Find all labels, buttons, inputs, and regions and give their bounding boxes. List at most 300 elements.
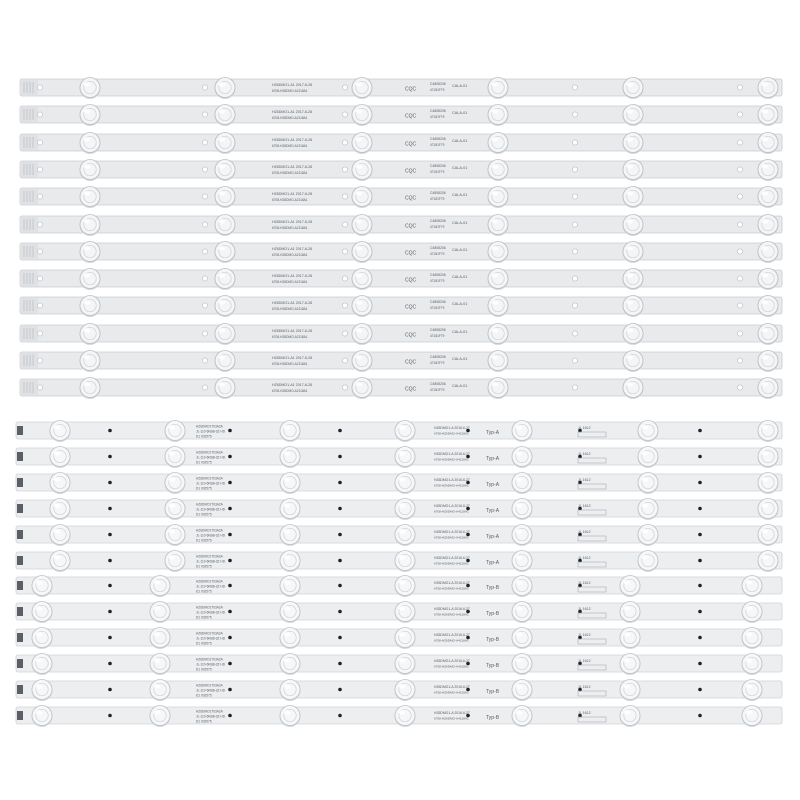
led-lens	[512, 498, 533, 520]
led-lens	[395, 705, 416, 727]
cert-code-text: C4808206	[430, 273, 446, 278]
type-label: Typ-B	[486, 611, 500, 618]
led-lens	[488, 351, 509, 373]
cert-text: CALA-01	[452, 165, 468, 170]
led-lens	[758, 446, 779, 468]
mounting-hole	[737, 249, 742, 254]
connector	[20, 162, 38, 177]
mounting-hole	[737, 112, 742, 117]
led-strip-type-a	[0, 446, 800, 468]
led-lens	[80, 187, 101, 209]
type-label: Typ-A	[486, 430, 500, 436]
led-lens	[32, 628, 53, 650]
dark-dot	[108, 636, 112, 640]
led-lens	[488, 159, 509, 181]
led-strip	[0, 158, 800, 182]
part-number-text: HZ6DMO1-A1 2017-6-28	[272, 83, 313, 87]
led-strip	[0, 349, 800, 373]
brand-text: CQC	[405, 304, 417, 311]
mounting-hole	[572, 194, 577, 199]
led-lens	[280, 576, 301, 598]
mounting-hole	[737, 276, 742, 281]
led-lens	[623, 351, 644, 373]
wire-connector	[17, 530, 23, 539]
led-lens	[742, 628, 763, 650]
model-text: HZ6DMO1T03A2A	[196, 502, 223, 507]
led-lens	[50, 498, 71, 520]
mounting-hole	[37, 112, 42, 117]
led-lens	[280, 550, 301, 572]
led-lens	[165, 421, 186, 443]
cert-text: CALA-01	[452, 111, 468, 116]
led-strip	[0, 131, 800, 155]
dark-dot	[698, 429, 702, 433]
led-strip	[0, 267, 800, 291]
led-lens	[488, 214, 509, 236]
part-number-text: HZ6DMO1-A 2016-6-27	[434, 607, 470, 612]
part-sub-text: 6708-HZ6DMO-A2118A1	[272, 280, 308, 285]
led-lens	[512, 524, 533, 546]
led-lens	[638, 524, 659, 546]
part-number-text: HZ6DMO1-A 2016-6-27	[434, 503, 470, 508]
mounting-hole	[572, 249, 577, 254]
led-lens	[623, 159, 644, 181]
mounting-hole	[202, 221, 207, 226]
part-sub-text: 6708-HZ6DMO-A2118A1	[272, 389, 308, 394]
strip-board	[20, 243, 782, 260]
mounting-hole	[342, 385, 347, 390]
mounting-hole	[572, 303, 577, 308]
led-strip	[0, 213, 800, 237]
led-lens	[395, 680, 416, 702]
dark-dot	[228, 714, 232, 718]
part-sub-text: 6708-HZ6DMO-A4218A1	[434, 535, 469, 540]
dark-dot	[108, 506, 112, 510]
led-lens	[80, 241, 101, 263]
cert-text: CALA-01	[452, 302, 468, 307]
mounting-hole	[737, 221, 742, 226]
mounting-hole	[737, 303, 742, 308]
dark-dot	[228, 429, 232, 433]
cert-code-text: 47181F79	[430, 224, 445, 229]
mounting-hole	[737, 167, 742, 172]
wire-connector	[17, 426, 23, 435]
part-number-text: HZ6DMO1-A1 2017-6-28	[272, 110, 313, 115]
mounting-hole	[737, 194, 742, 199]
batch-text: D1 002575	[196, 615, 212, 620]
type-label: Typ-B	[486, 663, 500, 670]
led-lens	[395, 446, 416, 468]
mounting-hole	[572, 167, 577, 172]
cert-text: CALA-01	[452, 384, 468, 389]
dark-dot	[228, 610, 232, 614]
cert-code-text: 47181F79	[430, 251, 445, 256]
dark-dot	[698, 584, 702, 588]
dark-dot	[338, 584, 342, 588]
mounting-hole	[342, 85, 347, 90]
led-lens	[165, 446, 186, 468]
dark-dot	[228, 506, 232, 510]
strip-board	[20, 188, 782, 205]
cert-code-text: 47181F79	[430, 361, 445, 365]
connector	[20, 353, 38, 368]
led-lens	[352, 105, 373, 127]
type-label: Typ-B	[486, 585, 500, 592]
led-lens	[395, 576, 416, 598]
mounting-hole	[572, 112, 577, 117]
mounting-hole	[737, 85, 742, 90]
led-lens	[50, 550, 71, 572]
led-lens	[80, 132, 101, 154]
connector	[20, 298, 38, 313]
led-lens	[512, 628, 533, 650]
stamp-text: JL 1612	[578, 503, 591, 508]
cert-code-text: C4808206	[430, 191, 446, 196]
dark-dot	[698, 532, 702, 536]
led-lens	[758, 524, 779, 546]
mounting-hole	[342, 139, 347, 144]
wire-connector	[17, 478, 23, 487]
part-sub-text: 6708-HZ6DMO-A4218A1	[434, 716, 469, 721]
model-text: HZ6DMO1T03A2A	[196, 657, 223, 662]
led-lens	[512, 654, 533, 676]
mounting-hole	[202, 276, 207, 281]
led-lens	[80, 78, 101, 100]
cert-code-text: C4808206	[430, 382, 446, 387]
mounting-hole	[202, 112, 207, 117]
batch-text: D1 002575	[196, 693, 212, 698]
led-lens	[215, 105, 236, 127]
stamp-text: JL 1612	[578, 477, 591, 482]
strip-board	[20, 161, 782, 178]
batch-text: D1 002575	[196, 719, 212, 724]
led-lens	[50, 446, 71, 468]
led-lens	[352, 378, 373, 400]
mounting-hole	[572, 385, 577, 390]
led-strip-type-a	[0, 550, 800, 572]
connector	[20, 189, 38, 204]
dark-dot	[698, 662, 702, 666]
led-lens	[512, 680, 533, 702]
part-number-text: HZ6DMO1-A 2016-6-27	[434, 659, 470, 664]
mounting-hole	[342, 194, 347, 199]
led-lens	[395, 550, 416, 572]
cert-code-text: C4808206	[430, 136, 446, 141]
led-strip-type-b	[0, 601, 800, 623]
mounting-hole	[572, 85, 577, 90]
stamp-text: JL 1612	[578, 710, 591, 715]
strip-board	[20, 379, 782, 396]
cert-code-text: 47181F79	[430, 115, 445, 120]
part-number-text: HZ6DMO1-A1 2017-6-28	[272, 301, 313, 306]
led-lens	[488, 105, 509, 127]
dark-dot	[228, 584, 232, 588]
led-lens	[352, 269, 373, 291]
led-lens	[32, 602, 53, 624]
led-lens	[80, 105, 101, 127]
mounting-hole	[342, 249, 347, 254]
part-number-text: HZ6DMO1-A 2016-6-27	[434, 581, 470, 586]
led-lens	[215, 323, 236, 345]
led-lens	[215, 159, 236, 181]
mounting-hole	[342, 331, 347, 336]
cert-text: CALA-01	[452, 138, 468, 143]
part-sub-text: 6708-HZ6DMO-A2118A1	[272, 362, 308, 366]
led-lens	[215, 214, 236, 236]
wire-connector	[17, 581, 23, 590]
mounting-hole	[37, 221, 42, 226]
part-number-text: HZ6DMO1-A1 2017-6-28	[272, 137, 313, 142]
led-strip-type-a	[0, 524, 800, 546]
part-sub-text: 6708-HZ6DMO-A2118A1	[272, 334, 308, 339]
led-lens	[215, 132, 236, 154]
led-lens	[280, 524, 301, 546]
wire-connector	[17, 711, 23, 720]
part-sub-text: 6708-HZ6DMO-A4218A1	[434, 638, 469, 643]
dark-dot	[228, 532, 232, 536]
led-lens	[50, 472, 71, 494]
led-lens	[395, 628, 416, 650]
led-strip	[0, 185, 800, 209]
strip-board	[20, 106, 782, 123]
part-number-text: HZ6DMO1-A1 2017-6-28	[272, 356, 313, 360]
cert-text: CALA-01	[452, 193, 468, 198]
cert-text: CALA-01	[452, 220, 468, 225]
model-sub-text: JL-110-6KBB-3Z HD	[196, 507, 225, 512]
brand-text: CQC	[405, 332, 417, 339]
mounting-hole	[342, 303, 347, 308]
mounting-hole	[572, 276, 577, 281]
dark-dot	[108, 688, 112, 692]
led-lens	[280, 446, 301, 468]
mounting-hole	[737, 385, 742, 390]
model-text: HZ6DMO1T03A2A	[196, 528, 223, 533]
led-strip-type-a	[0, 472, 800, 494]
mounting-hole	[342, 221, 347, 226]
led-lens	[758, 187, 779, 209]
part-sub-text: 6708-HZ6DMO-A2118A1	[272, 143, 308, 148]
led-lens	[488, 132, 509, 154]
part-number-text: HZ6DMO1-A 2016-6-27	[434, 685, 470, 689]
type-label: Typ-A	[486, 507, 500, 514]
led-lens	[165, 472, 186, 494]
dark-dot	[698, 636, 702, 640]
led-lens	[32, 705, 53, 727]
part-sub-text: 6708-HZ6DMO-A2118A1	[272, 198, 308, 203]
led-lens	[623, 241, 644, 263]
dark-dot	[228, 688, 232, 692]
led-lens	[758, 159, 779, 181]
cert-code-text: C4808206	[430, 163, 446, 168]
led-lens	[395, 524, 416, 546]
led-lens	[623, 187, 644, 209]
led-lens	[280, 421, 301, 443]
model-sub-text: JL-110-6KBB-3Z HD	[196, 455, 225, 460]
brand-text: CQC	[405, 250, 417, 257]
led-lens	[280, 628, 301, 650]
led-lens	[80, 323, 101, 345]
strip-board	[20, 297, 782, 314]
led-lens	[50, 524, 71, 546]
mounting-hole	[572, 358, 577, 363]
led-lens	[80, 351, 101, 373]
cert-text: CALA-01	[452, 84, 468, 88]
mounting-hole	[342, 276, 347, 281]
cert-code-text: C4808206	[430, 300, 446, 305]
led-lens	[623, 296, 644, 318]
mounting-hole	[737, 358, 742, 363]
led-lens	[80, 296, 101, 318]
type-label: Typ-A	[486, 455, 500, 462]
batch-text: D1 002575	[196, 564, 212, 568]
brand-text: CQC	[405, 386, 417, 393]
cert-code-text: 47181F79	[430, 306, 445, 311]
model-text: HZ6DMO1T03A2A	[196, 450, 223, 455]
led-lens	[32, 680, 53, 702]
mounting-hole	[202, 85, 207, 90]
brand-text: CQC	[405, 168, 417, 175]
led-lens	[758, 498, 779, 520]
connector	[20, 80, 38, 95]
led-lens	[638, 421, 659, 443]
cert-code-text: 47181F79	[430, 88, 445, 92]
led-lens	[488, 323, 509, 345]
model-sub-text: JL-110-6KBB-3Z HD	[196, 584, 225, 589]
led-lens	[638, 472, 659, 494]
cert-text: CALA-01	[452, 247, 468, 252]
led-lens	[352, 296, 373, 318]
model-text: HZ6DMO1T03A2A	[196, 709, 223, 714]
brand-text: CQC	[405, 277, 417, 284]
led-strip-type-b	[0, 627, 800, 649]
led-lens	[165, 550, 186, 572]
dark-dot	[108, 429, 112, 433]
led-lens	[215, 296, 236, 318]
mounting-hole	[37, 85, 42, 90]
model-sub-text: JL-110-6KBB-3Z HD	[196, 662, 225, 667]
dark-dot	[108, 455, 112, 459]
led-lens	[488, 296, 509, 318]
dark-dot	[338, 688, 342, 692]
brand-text: CQC	[405, 359, 417, 366]
led-lens	[758, 351, 779, 373]
mounting-hole	[37, 276, 42, 281]
led-lens	[512, 472, 533, 494]
mounting-hole	[37, 385, 42, 390]
led-strip	[0, 294, 800, 318]
cert-code-text: 47181F79	[430, 142, 445, 147]
model-sub-text: JL-110-6KBB-3Z HD	[196, 429, 225, 434]
stamp-text: JL 1612	[578, 555, 591, 560]
model-sub-text: JL-110-6KBB-3Z HD	[196, 688, 225, 693]
model-sub-text: JL-110-6KBB-3Z HD	[196, 481, 225, 486]
brand-text: CQC	[405, 141, 417, 148]
part-sub-text: 6708-HZ6DMO-A4218A1	[434, 612, 469, 617]
led-lens	[758, 550, 779, 572]
led-strip	[0, 376, 800, 400]
part-sub-text: 6708-HZ6DMO-A2118A1	[272, 116, 308, 121]
dark-dot	[338, 532, 342, 536]
mounting-hole	[37, 139, 42, 144]
led-lens	[512, 550, 533, 572]
part-sub-text: 6708-HZ6DMO-A4218A1	[434, 431, 469, 436]
part-number-text: HZ6DMO1-A1 2017-6-28	[272, 383, 313, 388]
led-strip	[0, 76, 800, 100]
led-lens	[280, 705, 301, 727]
part-sub-text: 6708-HZ6DMO-A2118A1	[272, 170, 308, 175]
mounting-hole	[737, 139, 742, 144]
type-label: Typ-B	[486, 689, 500, 695]
part-number-text: HZ6DMO1-A 2016-6-27	[434, 477, 470, 482]
part-sub-text: 6708-HZ6DMO-A4218A1	[434, 457, 469, 462]
led-lens	[280, 654, 301, 676]
led-lens	[758, 296, 779, 318]
dark-dot	[698, 688, 702, 692]
mounting-hole	[342, 358, 347, 363]
led-lens	[758, 105, 779, 127]
dark-dot	[338, 558, 342, 562]
led-lens	[150, 705, 171, 727]
dark-dot	[108, 662, 112, 666]
led-lens	[80, 378, 101, 400]
cert-text: CALA-01	[452, 275, 468, 280]
led-lens	[488, 378, 509, 400]
part-number-text: HZ6DMO1-A 2016-6-27	[434, 451, 470, 456]
led-lens	[50, 421, 71, 443]
cert-code-text: C4808206	[430, 218, 446, 223]
cert-code-text: 47181F79	[430, 279, 445, 284]
mounting-hole	[202, 358, 207, 363]
led-lens	[623, 105, 644, 127]
dark-dot	[108, 532, 112, 536]
stamp-text: JL 1612	[578, 633, 591, 638]
dark-dot	[338, 714, 342, 718]
part-number-text: HZ6DMO1-A 2016-6-27	[434, 633, 470, 638]
part-sub-text: 6708-HZ6DMO-A2118A1	[272, 252, 308, 257]
model-sub-text: JL-110-6KBB-3Z HD	[196, 533, 225, 538]
led-lens	[32, 654, 53, 676]
model-text: HZ6DMO1T03A2A	[196, 476, 223, 481]
connector	[20, 380, 38, 395]
dark-dot	[108, 480, 112, 484]
stamp-text: JL 1612	[578, 529, 591, 534]
wire-connector	[17, 685, 23, 694]
led-lens	[488, 187, 509, 209]
led-lens	[620, 576, 641, 598]
led-strip	[0, 240, 800, 264]
brand-text: CQC	[405, 223, 417, 229]
mounting-hole	[37, 303, 42, 308]
part-sub-text: 6708-HZ6DMO-A4218A1	[434, 483, 469, 488]
dark-dot	[338, 610, 342, 614]
batch-text: D1 002575	[196, 641, 212, 646]
stamp-text: JL 1612	[578, 426, 591, 430]
dark-dot	[698, 455, 702, 459]
led-lens	[488, 269, 509, 291]
wire-connector	[17, 504, 23, 513]
led-lens	[352, 323, 373, 345]
strip-board	[20, 216, 782, 233]
model-sub-text: JL-110-6KBB-3Z HD	[196, 636, 225, 641]
connector	[20, 271, 38, 286]
model-text: HZ6DMO1T03A2A	[196, 631, 223, 636]
led-lens	[215, 187, 236, 209]
brand-text: CQC	[405, 86, 417, 93]
led-lens	[623, 269, 644, 291]
led-strip-type-a	[0, 420, 800, 442]
led-lens	[352, 241, 373, 263]
led-lens	[620, 654, 641, 676]
